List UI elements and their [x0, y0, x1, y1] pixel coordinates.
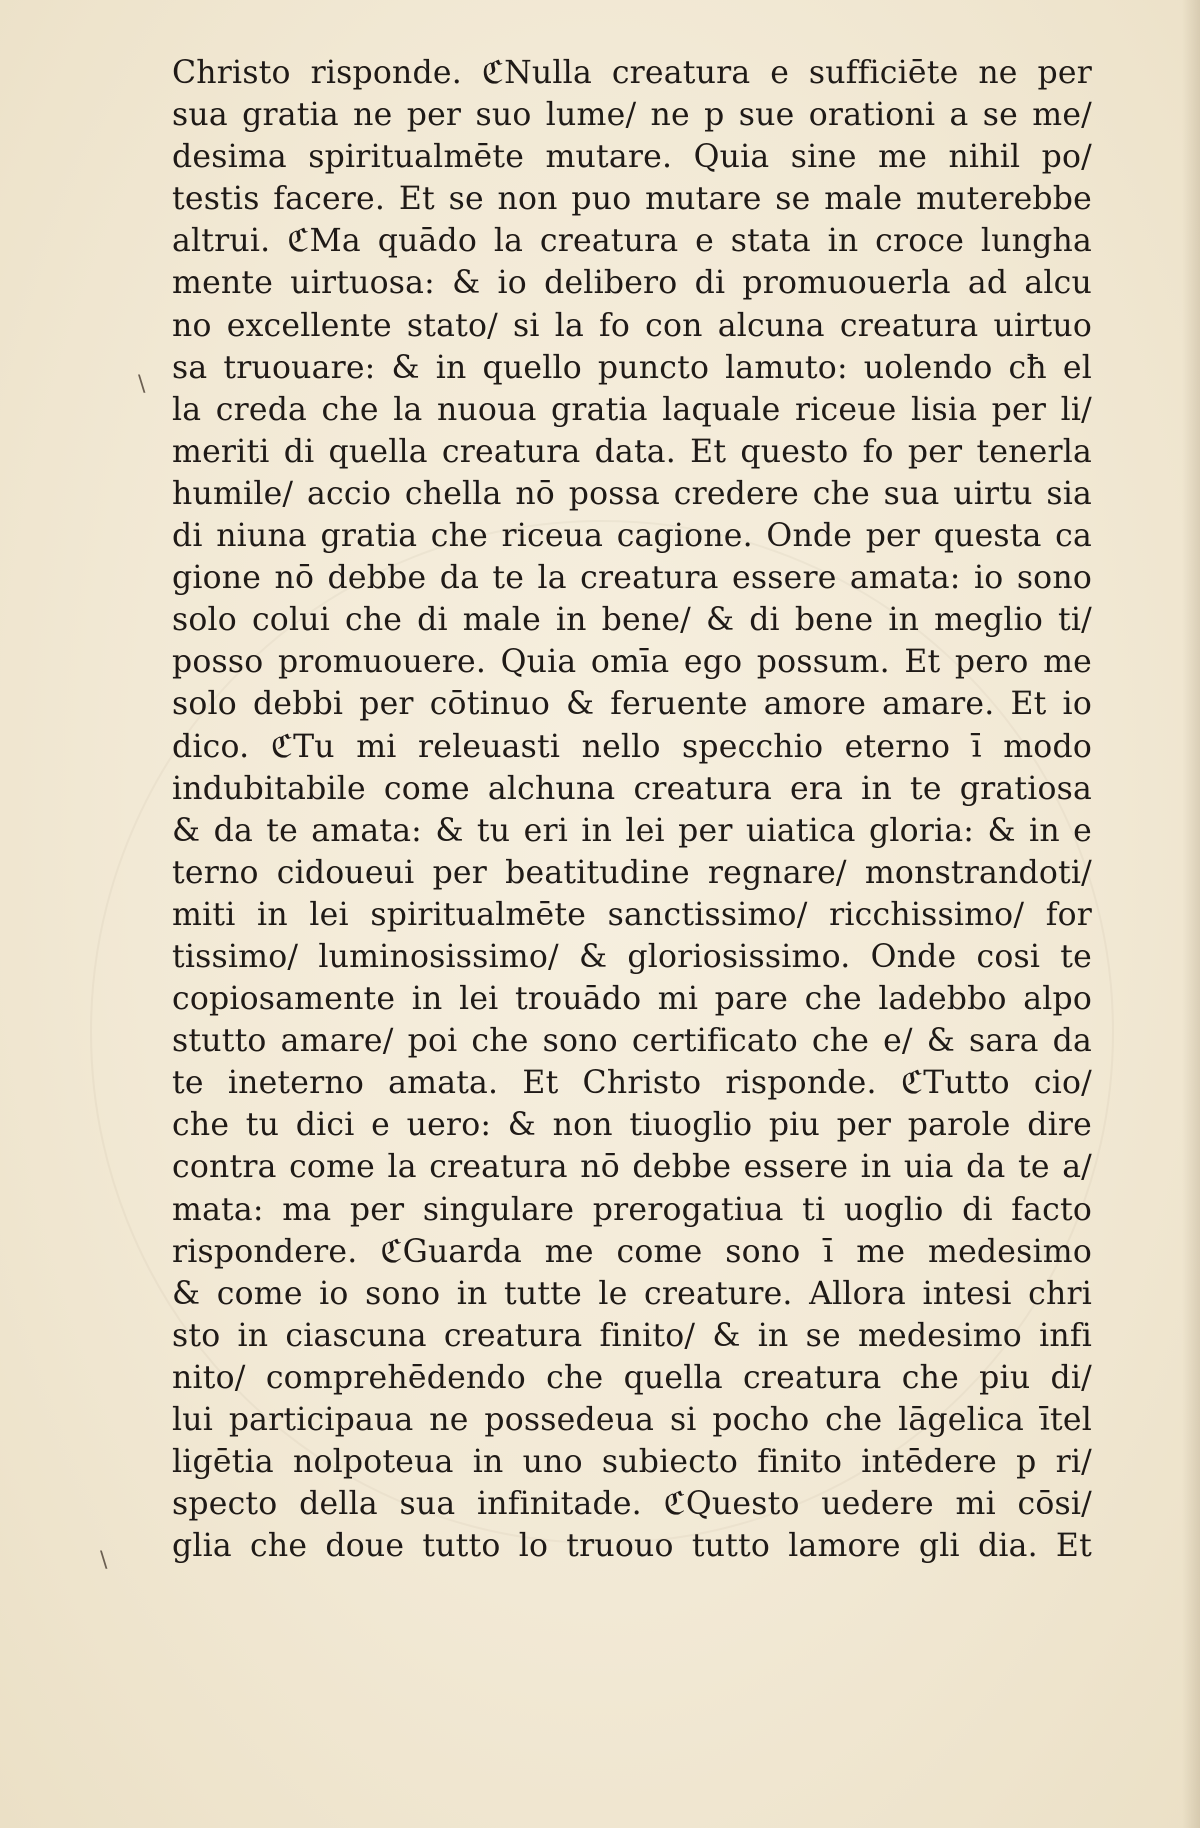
text-line: & da te amata: & tu eri in lei per uiatica gloria: & in e	[172, 812, 1092, 849]
text-line: che tu dici e uero: & non tiuoglio piu per parole dire	[172, 1107, 1092, 1144]
text-line: mente uirtuosa: & io delibero di promuouerla ad alcu	[172, 265, 1092, 302]
text-line: humile/ accio chella nō possa credere che sua uirtu sia	[172, 475, 1092, 512]
text-line: miti in lei spiritualmēte sanctissimo/ ricchissimo/ for	[172, 896, 1092, 933]
text-line: stutto amare/ poi che sono certificato che e/ & sara da	[172, 1023, 1092, 1060]
text-line: sa truouare: & in quello puncto lamuto: uolendo cħ el	[172, 349, 1092, 386]
margin-tick-mark: \	[100, 1548, 108, 1573]
text-line: di niuna gratia che riceua cagione. Onde per questa ca	[172, 518, 1092, 555]
text-line: meriti di quella creatura data. Et questo fo per tenerla	[172, 433, 1092, 470]
text-line: sto in ciascuna creatura finito/ & in se medesimo infi	[172, 1317, 1092, 1354]
text-line: Christo risponde. ℭNulla creatura e sufficiēte ne per	[172, 55, 1092, 91]
page-edge-shadow	[1182, 0, 1200, 1828]
text-line: sua gratia ne per suo lume/ ne p sue orationi a se me/	[172, 97, 1092, 134]
text-line: & come io sono in tutte le creature. Allora intesi chri	[172, 1275, 1092, 1312]
text-line: ligētia nolpoteua in uno subiecto finito intēdere p ri/	[172, 1444, 1092, 1481]
text-line: posso promuouere. Quia omīa ego possum. Et pero me	[172, 644, 1092, 681]
text-line: dico. ℭTu mi releuasti nello specchio eterno ī modo	[172, 728, 1092, 765]
text-line: rispondere. ℭGuarda me come sono ī me medesimo	[172, 1233, 1092, 1270]
text-line: solo debbi per cōtinuo & feruente amore amare. Et io	[172, 686, 1092, 723]
body-text	[172, 52, 1092, 1567]
text-line: nito/ comprehēdendo che quella creatura che piu di/	[172, 1359, 1092, 1396]
text-line: terno cidoueui per beatitudine regnare/ monstrandoti/	[172, 854, 1092, 891]
text-line: contra come la creatura nō debbe essere in uia da te a/	[172, 1149, 1092, 1186]
text-line: altrui. ℭMa quādo la creatura e stata in croce lungha	[172, 223, 1092, 260]
margin-tick-mark: \	[138, 372, 146, 397]
text-line: la creda che la nuoua gratia laquale riceue lisia per li/	[172, 391, 1092, 428]
text-line: no excellente stato/ si la fo con alcuna creatura uirtuo	[172, 307, 1092, 344]
text-line: solo colui che di male in bene/ & di bene in meglio ti/	[172, 602, 1092, 639]
text-line: desima spiritualmēte mutare. Quia sine me nihil po/	[172, 139, 1092, 176]
text-line: specto della sua infinitade. ℭQuesto uedere mi cōsi/	[172, 1486, 1092, 1523]
text-line: mata: ma per singulare prerogatiua ti uoglio di facto	[172, 1191, 1092, 1228]
text-line: gione nō debbe da te la creatura essere amata: io sono	[172, 560, 1092, 597]
text-line: testis facere. Et se non puo mutare se male muterebbe	[172, 181, 1092, 218]
text-line: tissimo/ luminosissimo/ & gloriosissimo. Onde cosi te	[172, 938, 1092, 975]
text-line: lui participaua ne possedeua si pocho che lāgelica ītel	[172, 1402, 1092, 1438]
text-line: te ineterno amata. Et Christo risponde. ℭTutto cio/	[172, 1065, 1092, 1102]
text-line: glia che doue tutto lo truouo tutto lamore gli dia. Et	[172, 1528, 1092, 1565]
text-line: copiosamente in lei trouādo mi pare che ladebbo alpo	[172, 981, 1092, 1018]
text-line: indubitabile come alchuna creatura era in te gratiosa	[172, 770, 1092, 807]
